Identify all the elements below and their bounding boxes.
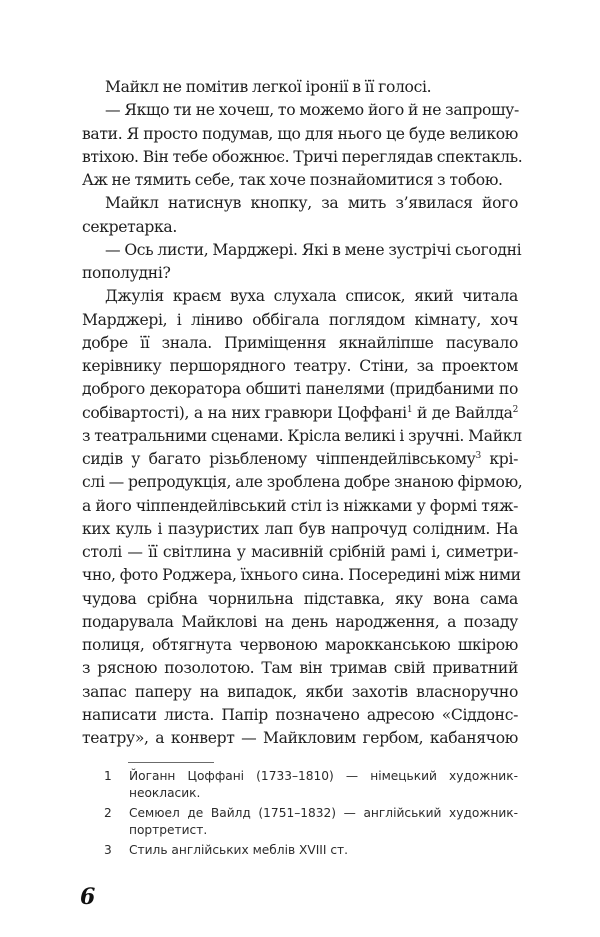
body-line: керівнику першорядного театру. Стіни, за проектом xyxy=(82,357,518,375)
footnote-divider xyxy=(128,762,214,763)
body-line: втіхою. Він тебе обожнює. Тричі переглядав спектакль. xyxy=(82,147,523,166)
body-line: запас паперу на випадок, якби захотів власноручно xyxy=(82,682,518,701)
body-line: сидів у багато різьбленому чіппендейлівському$^3$ крі- xyxy=(82,450,518,468)
body-line: секретарка. xyxy=(82,217,177,236)
body-line: добре її знала. Приміщення якнайліпше пасувало xyxy=(82,333,518,352)
body-line: — Ось листи, Марджері. Які в мене зустрічі сьогодні xyxy=(105,240,522,259)
footnote-text xyxy=(129,768,518,802)
footnote-text xyxy=(129,842,518,859)
footnote-number: 2 xyxy=(104,806,112,820)
body-line: ких куль і пазуристих лап був напрочуд солідним. На xyxy=(82,519,518,538)
body-line: чно, фото Роджера, їхнього сина. Посередині між ними xyxy=(82,566,521,585)
footnote-line: Семюел де Вайлд (1751–1832) — англійський художник- xyxy=(129,806,518,820)
body-line: написати листа. Папір позначено адресою «Сіддонс- xyxy=(82,705,518,724)
body-text xyxy=(82,76,523,750)
body-line: полиця, обтягнута червоною марокканською шкірою xyxy=(82,636,518,654)
body-line: столі — її світлина у масивній срібній рамі і, симетри- xyxy=(82,543,518,561)
footnote-1 xyxy=(104,768,518,802)
body-line: Майкл натиснув кнопку, за мить з’явилася його xyxy=(105,194,518,213)
page-number: 6 xyxy=(80,884,96,910)
footnote-line: Стиль англійських меблів XVIII ст. xyxy=(129,843,349,857)
footnote-text xyxy=(129,805,518,839)
footnotes xyxy=(104,768,518,862)
footnote-2 xyxy=(104,805,518,839)
body-line: Марджері, і ліниво оббігала поглядом кімнату, хоч xyxy=(82,310,518,329)
footnote-line: неокласик. xyxy=(129,786,201,800)
footnote-ref: 3 xyxy=(475,451,481,461)
body-line: вати. Я просто подумав, що для нього це буде великою xyxy=(82,124,518,143)
body-line: доброго декоратора обшиті панелями (придбаними по xyxy=(82,380,518,399)
footnote-line: Йоганн Цоффані (1733–1810) — німецький художник- xyxy=(129,769,518,783)
body-line: собівартості), а на них гравюри Цоффані$^1$ й де Вайлда$^2$ xyxy=(82,403,518,422)
footnote-ref: 1 xyxy=(406,404,413,415)
body-line: театру», а конверт — Майкловим гербом, кабанячою xyxy=(82,729,518,747)
footnote-number: 1 xyxy=(104,769,112,783)
body-line: чудова срібна чорнильна підставка, яку вона сама xyxy=(82,589,518,608)
body-line: Джулія краєм вуха слухала список, який читала xyxy=(105,287,518,306)
footnote-ref: 2 xyxy=(512,404,518,415)
body-line: — Якщо ти не хочеш, то можемо його й не запрошу- xyxy=(105,101,519,120)
body-line: слі — репродукція, але зроблена добре знаною фірмою, xyxy=(82,473,523,492)
body-line: з рясною позолотою. Там він тримав свій приватний xyxy=(82,659,518,678)
footnote-line: портретист. xyxy=(129,823,208,837)
body-line: подарувала Майклові на день народження, а позаду xyxy=(82,612,518,631)
footnote-number: 3 xyxy=(104,843,112,857)
body-line: Аж не тямить себе, так хоче познайомитися з тобою. xyxy=(82,171,503,189)
body-line: з театральними сценами. Крісла великі і зручні. Майкл xyxy=(82,426,522,445)
body-line: пополудні? xyxy=(82,264,171,282)
body-line: Майкл не помітив легкої іронії в її голосі. xyxy=(105,78,432,96)
footnote-3 xyxy=(104,842,518,859)
body-line: а його чіппендейлівський стіл із ніжками у формі тяж- xyxy=(82,496,518,515)
